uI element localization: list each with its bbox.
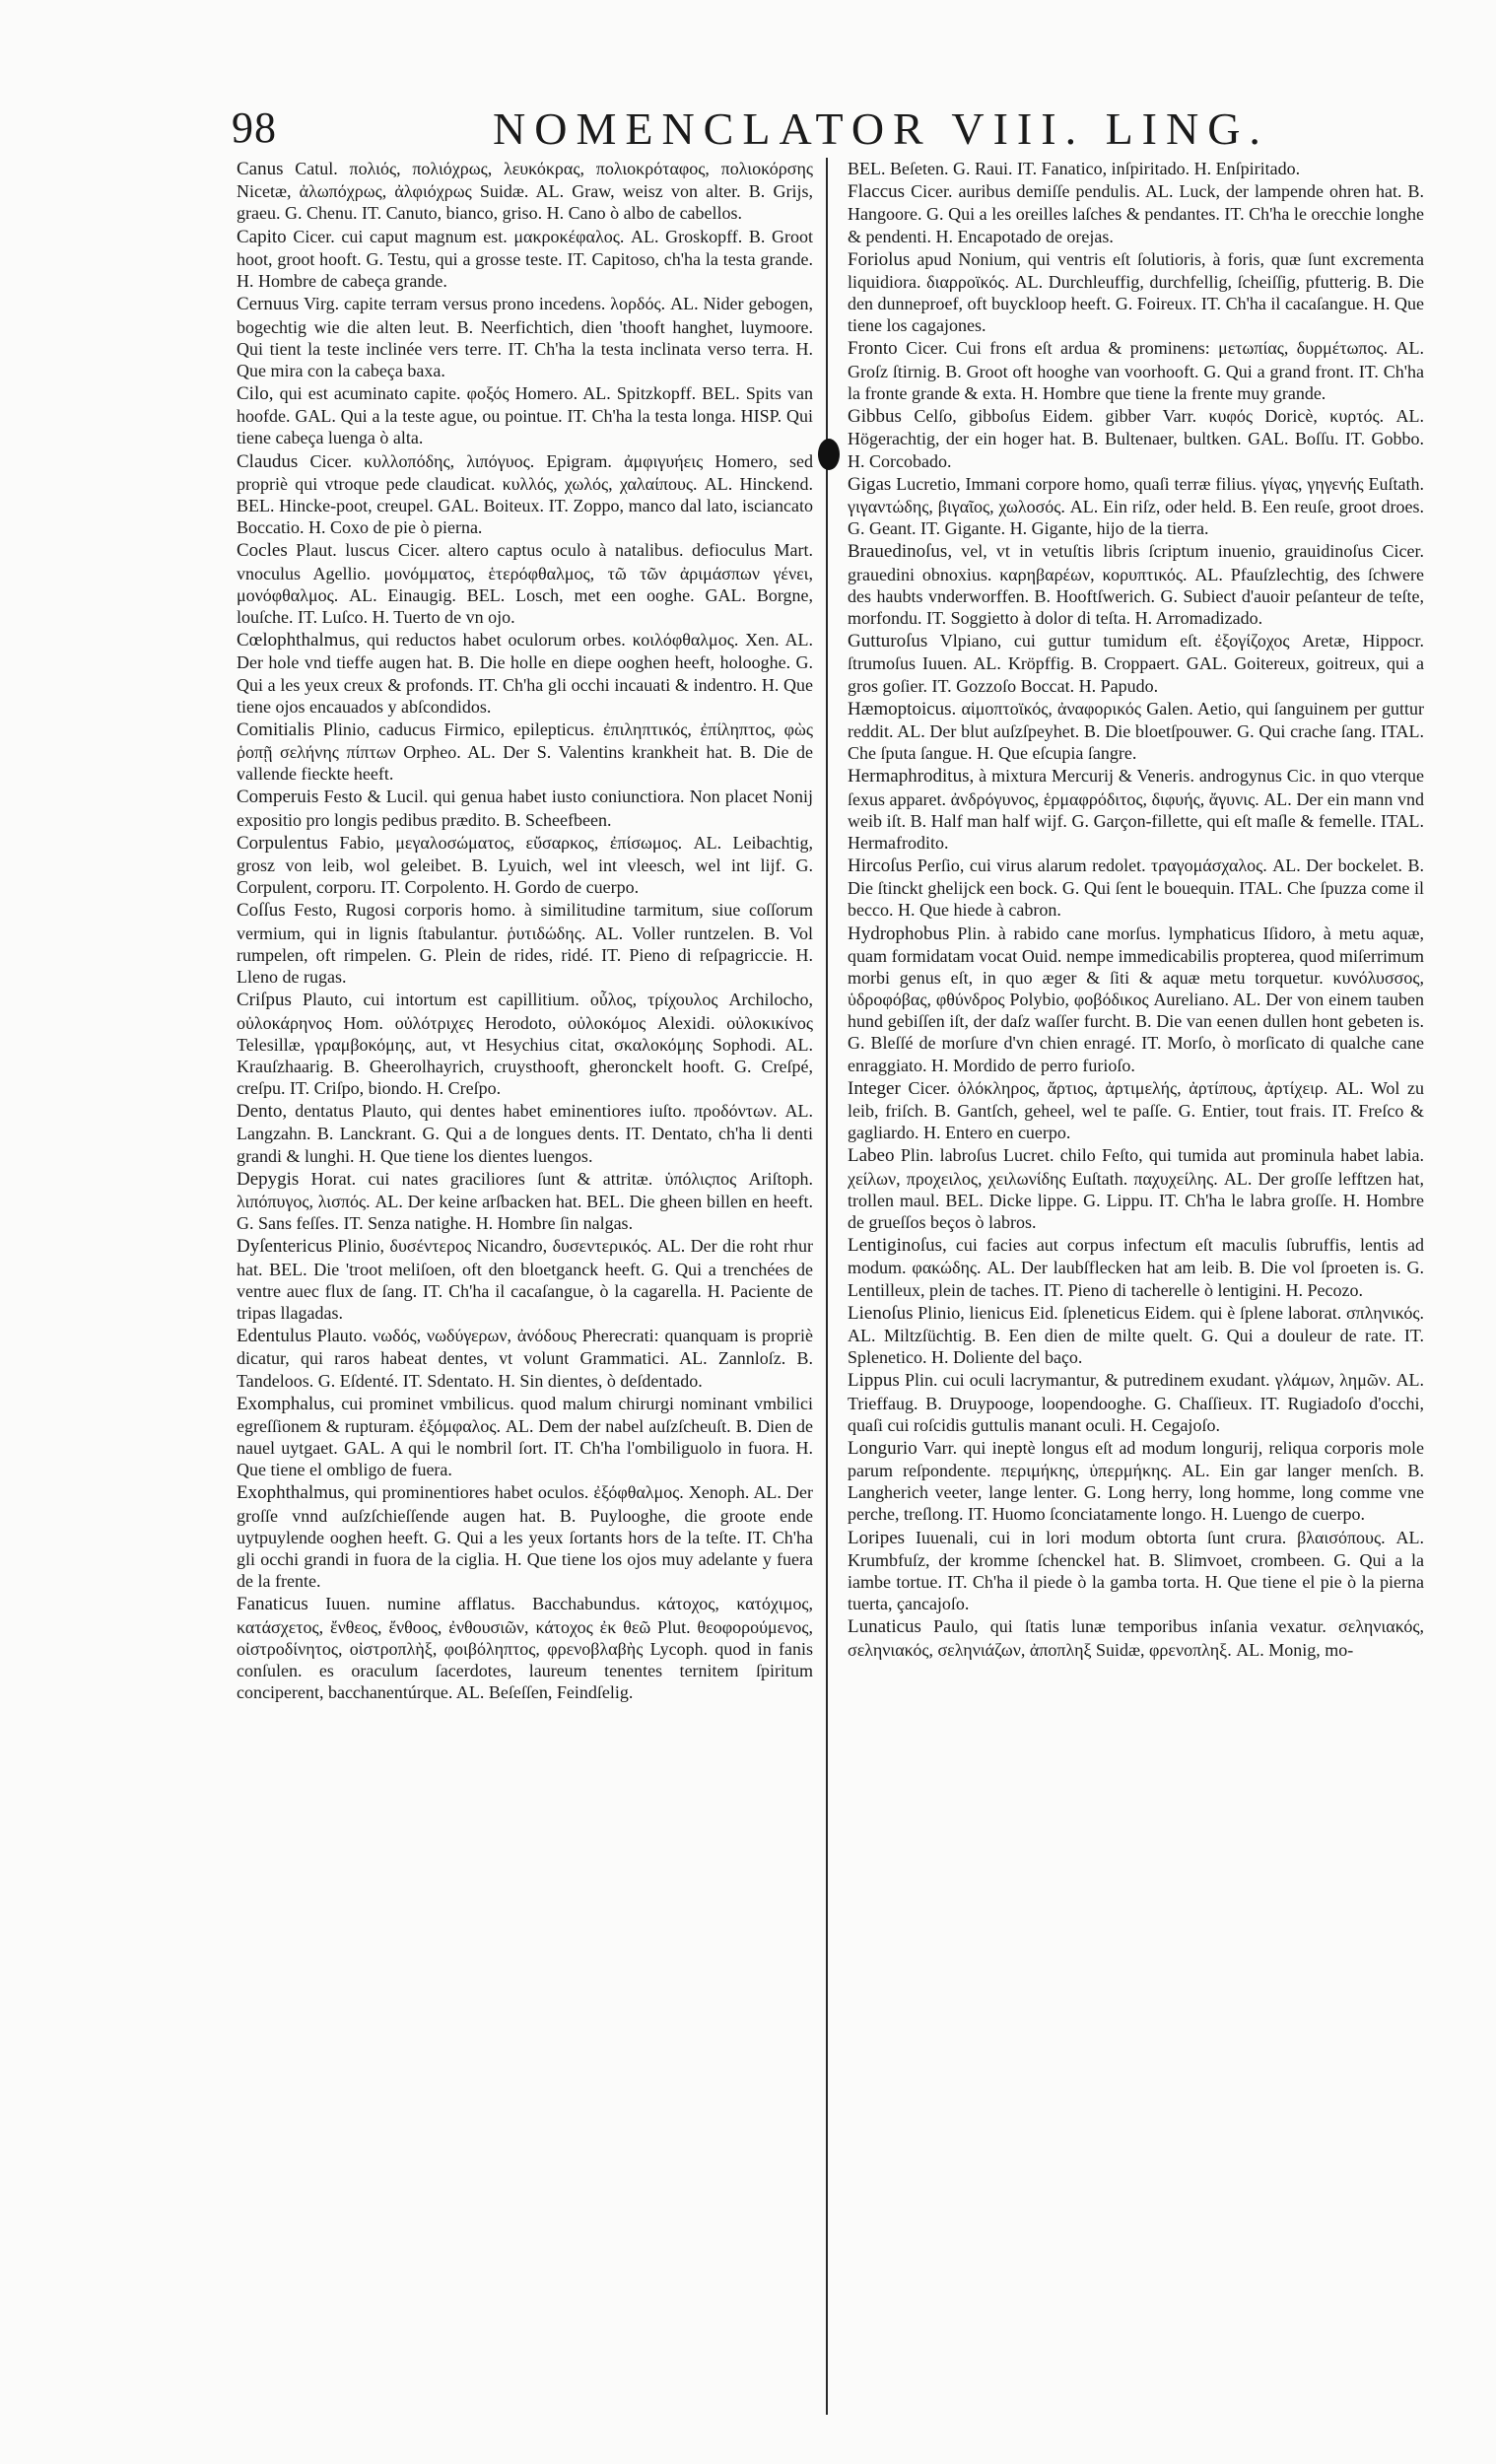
entry-headword: Corpulentus	[237, 832, 328, 854]
ink-blot-mark	[818, 439, 840, 470]
entry-headword: Comperuis	[237, 787, 319, 808]
dictionary-entry	[848, 1527, 1424, 1615]
entry-definition: Horat. cui nates graciliores ſunt & attritæ. ὑπόλιςπος Ariſtoph. λιπόπυγος, λισπός. AL. Der keine arſbacken hat. BEL. Die gheen billen en heeft. G. Sans feſſes. IT. Senza natighe. H. Hombre ſin nalgas.	[237, 1168, 813, 1234]
entry-definition: apud Nonium, qui ventris eſt ſolutioris, à foris, quæ ſunt excrementa liquidiora. διαρροϊκός. AL. Durchleuffig, durchfellig, ſcheiſſig, pfutterig. B. Die den dunneproef, oft buyckloop heeft. G. Foireux. IT. Ch'ha il cacaſangue. H. Que tiene los cagajones.	[848, 248, 1424, 336]
entry-definition: Cicer. Cui frons eſt ardua & prominens: μετωπίας, δυρμέτωπος. AL. Groſz ſtirnig. B. Groot oft hooghe van voorhooft. G. Qui a grand front. IT. Ch'ha la fronte grande & exta. H. Hombre que tiene la frente muy grande.	[848, 338, 1424, 403]
entry-definition: Lucretio, Immani corpore homo, quaſi terræ filius. γίγας, γηγενής Euſtath. γιγαντώδης, βιγαῖος, χωλοσός. AL. Ein riſz, oder held. B. Een reuſe, groot droes. G. Geant. IT. Gigante. H. Gigante, hijo de la tierra.	[848, 473, 1424, 539]
entry-headword: Fanaticus	[237, 1594, 308, 1615]
entry-definition: à mixtura Mercurij & Veneris. androgynus Cic. in quo vterque ſexus apparet. ἀνδρόγυνος, ἑρμαφρόδιτος, διφυής, ἄγυνις. AL. Der ein mann vnd weib iſt. B. Half man half wijf. G. Garçon-fillette, qui eſt maſle & femelle. ITAL. Hermafrodito.	[848, 766, 1424, 853]
right-column	[848, 158, 1424, 2415]
entry-definition: Plaut. luscus Cicer. altero captus oculo à natalibus. defioculus Mart. vnoculus Agellio. μονόμματος, ἑτερόφθαλμος, τῶ τῶν ἀριμάσπων γένει, μονόφθαλμος. AL. Einaugig. BEL. Losch, met een ooghe. GAL. Borgne, louſche. IT. Luſco. H. Tuerto de vn ojo.	[237, 540, 813, 627]
entry-definition: Iuuen. numine afflatus. Bacchabundus. κάτοχος, κατόχιμος, κατάσχετος, ἔνθεος, ἔνθοος, ἐνθουσιῶν, κάτοχος ἐκ θεῶ Plut. θεοφορούμενος, οἰστροδίνητος, οἰστροπλὴξ, φοιβόληπτος, φρενοβλαβὴς Lycoph. quod in fanis conſulen. es oraculum ſacerdotes, laureum tenentes ternitem ſpiritum conciperent, bacchanentúrque. AL. Beſeſſen, Feindſelig.	[237, 1594, 813, 1702]
dictionary-entry	[848, 1369, 1424, 1436]
entry-definition: Perſio, cui virus alarum redolet. τραγομάσχαλος. AL. Der bockelet. B. Die ſtinckt ghelijck een bock. G. Qui ſent le bouequin. ITAL. Che ſpuzza come il becco. H. Que hiede à cabron.	[848, 855, 1424, 921]
dictionary-entry	[237, 989, 813, 1099]
entry-headword: Exomphalus,	[237, 1393, 335, 1414]
dictionary-entry	[848, 630, 1424, 697]
entry-headword: Hydrophobus	[848, 923, 950, 944]
dictionary-entry	[237, 1168, 813, 1235]
entry-headword: Labeo	[848, 1145, 895, 1167]
dictionary-entry	[237, 1393, 813, 1481]
dictionary-entry	[848, 698, 1424, 765]
entry-headword: Lippus	[848, 1370, 900, 1392]
entry-definition: Cicer. auribus demiſſe pendulis. AL. Luck, der lampende ohren hat. B. Hangoore. G. Qui a les oreilles laſches & pendantes. IT. Ch'ha le orecchie longhe & pendenti. H. Encapotado de orejas.	[848, 181, 1424, 246]
entry-definition: Catul. πολιός, πολιόχρως, λευκόκρας, πολιοκρόταφος, πολιοκόρσης Nicetæ, ἀλωπόχρως, ἀλφιόχρως Suidæ. AL. Graw, weisz von alter. B. Grijs, graeu. G. Chenu. IT. Canuto, bianco, griso. H. Cano ò albo de cabellos.	[237, 159, 813, 224]
left-column	[237, 158, 813, 2415]
entry-definition: Cicer. cui caput magnum est. μακροκέφαλος. AL. Groskopff. B. Groot hoot, groot hooft. G. Testu, qui a grosse teste. IT. Capitoso, ch'ha la testa grande. H. Hombre de cabeça grande.	[237, 226, 813, 292]
entry-definition: Plin. cui oculi lacrymantur, & putredinem exudant. γλάμων, λημῶν. AL. Trieffaug. B. Druypooge, loopendooghe. G. Chaſſieux. IT. Rugiadoſo d'occhi, quaſi cui roſcidis guttulis manant oculi. H. Cegajoſo.	[848, 1370, 1424, 1435]
dictionary-entry	[237, 1235, 813, 1324]
dictionary-entry	[848, 473, 1424, 540]
dictionary-entry	[237, 719, 813, 786]
column-rule	[826, 158, 828, 2415]
entry-definition: Plinio, caducus Firmico, epilepticus. ἐπιληπτικός, ἐπίληπτος, φὼς ῥοπῇ σελήνης πίπτων Orpheo. AL. Der S. Valentins krankheit hat. B. Die de vallende fieckte heeft.	[237, 719, 813, 785]
entry-headword: Lunaticus	[848, 1616, 921, 1638]
entry-headword: Gutturoſus	[848, 631, 928, 652]
entry-definition: Virg. capite terram versus prono incedens. λορδός. AL. Nider gebogen, bogechtig wie die alten leut. B. Neerfichtich, dien 'thooft hanghet, luymoore. Qui tient la teste inclinée vers terre. IT. Ch'ha la testa inclinata verso terra. H. Que mira con la cabeça baxa.	[237, 294, 813, 380]
entry-definition: cui prominet vmbilicus. quod malum chirurgi nominant vmbilici egreſſionem & rupturam. ἐξόμφαλος. AL. Dem der nabel auſzſcheuſt. B. Dien de nauel uytgaet. GAL. A qui le nombril ſort. IT. Ch'ha l'ombiliguolo in fuora. H. Que tiene el ombligo de fuera.	[237, 1393, 813, 1480]
entry-headword: Gibbus	[848, 406, 902, 428]
dictionary-entry	[237, 1481, 813, 1592]
entry-definition: vel, vt in vetuſtis libris ſcriptum inuenio, grauidinoſus Cicer. grauedini obnoxius. καρηβαρέων, κορυπτικός. AL. Pfauſzlechtig, des ſchwere des haubts vnderworffen. B. Hooftſwerich. G. Subiect d'auoir peſanteur de teſte, morfondu. IT. Soggietto à dolor di teſta. H. Arromadizado.	[848, 541, 1424, 628]
dictionary-entry	[237, 1593, 813, 1703]
dictionary-entry	[237, 226, 813, 293]
dictionary-entry	[848, 1077, 1424, 1144]
entry-definition: Festo & Lucil. qui genua habet iusto coniunctiora. Non placet Nonij expositio pro longis pedibus prædito. B. Scheefbeen.	[237, 787, 813, 830]
entry-headword: Hæmoptoicus.	[848, 698, 957, 719]
entry-headword: Hircoſus	[848, 855, 913, 876]
dictionary-entry	[237, 539, 813, 628]
entry-definition: Plinio, δυσέντερος Nicandro, δυσεντερικός. AL. Der die roht rhur hat. BEL. Die 'troot meliſoen, oft den bloetganck heeft. G. Qui a trenchées de ventre auec flux de ſang. IT. Ch'ha il cacaſangue, ò la cagarella. H. Paciente de tripas llagadas.	[237, 1236, 813, 1323]
entry-headword: Cernuus	[237, 294, 300, 315]
entry-definition: Celſo, gibboſus Eidem. gibber Varr. κυφός Doricè, κυρτός. AL. Högerachtig, der ein hoger hat. B. Bultenaer, bultken. GAL. Boſſu. IT. Gobbo. H. Corcobado.	[848, 406, 1424, 471]
entry-definition: cui facies aut corpus infectum eſt maculis ſubruffis, lentis ad modum. φακώδης. AL. Der laubſflecken hat am leib. B. Die vol ſproeten is. G. Lentilleux, plein de taches. IT. Pieno di tacherelle ò lentigini. H. Pecozo.	[848, 1235, 1424, 1300]
dictionary-entry	[848, 855, 1424, 922]
entry-headword: Cocles	[237, 540, 288, 562]
entry-headword: Flaccus	[848, 181, 906, 203]
entry-definition: dentatus Plauto, qui dentes habet eminentiores iuſto. προδόντων. AL. Langzahn. B. Lanckrant. G. Qui a de longues dents. IT. Dentato, ch'ha li denti grandi & lunghi. H. Que tiene los dientes luengos.	[237, 1101, 813, 1166]
dictionary-entry	[848, 1615, 1424, 1660]
dictionary-entry	[237, 1100, 813, 1167]
running-head: NOMENCLATOR VIII. LING.	[493, 103, 1269, 154]
entry-headword: Fronto	[848, 338, 898, 360]
entry-headword: Loripes	[848, 1527, 906, 1548]
dictionary-entry	[237, 629, 813, 718]
entry-headword: Hermaphroditus,	[848, 766, 975, 787]
entry-definition: Plinio, lienicus Eid. ſpleneticus Eidem. qui è ſplene laborat. σπληνικός. AL. Miltzſüchtig. B. Een dien de milte quelt. G. Qui a douleur de rate. IT. Splenetico. H. Doliente del baço.	[848, 1302, 1424, 1368]
dictionary-entry	[237, 832, 813, 899]
entry-headword: Dento,	[237, 1101, 288, 1123]
dictionary-entry	[848, 1234, 1424, 1301]
entry-headword: Criſpus	[237, 990, 292, 1011]
entry-headword: Dyſentericus	[237, 1236, 333, 1258]
dictionary-entry	[237, 293, 813, 381]
entry-definition: Plin. à rabido cane morſus. lymphaticus Iſidoro, à metu aquæ, quam formidatam vocat Ouid. nempe immedicabilis propterea, quod miſerrimum morbi genus eſt, in quo æger & ſiti & aquæ metu torquetur. κυνόλυσσος, ὑδροφόβας, φθύνδρος Polybio, φοβόδικος Aureliano. AL. Der von einem tauben hund gebiſſen iſt, der daſz waſſer furcht. B. Die van eenen dullen hont gebeten is. G. Bleſſé de morſure d'vn chien enragé. IT. Morſo, ò morſicato di qualche cane enraggiato. H. Mordido de perro furioſo.	[848, 923, 1424, 1075]
entry-headword: Integer	[848, 1077, 901, 1099]
dictionary-entry	[237, 786, 813, 830]
dictionary-entry	[237, 382, 813, 449]
dictionary-entry	[237, 158, 813, 225]
dictionary-entry	[237, 899, 813, 988]
dictionary-entry	[848, 1144, 1424, 1233]
entry-headword: Gigas	[848, 473, 892, 495]
entry-headword: Capito	[237, 226, 287, 247]
dictionary-entry	[237, 450, 813, 539]
dictionary-entry	[848, 765, 1424, 854]
entry-headword: Longurio	[848, 1437, 918, 1459]
entry-headword: Foriolus	[848, 248, 911, 270]
page-number: 98	[232, 103, 277, 152]
entry-headword: Cilo,	[237, 382, 274, 404]
dictionary-entry	[848, 158, 1424, 179]
entry-definition: αἱμοπτοϊκός, ἀναφορικός Galen. Aetio, qui ſanguinem per guttur reddit. AL. Der blut auſzſpeyhet. B. Die bloetſpouwer. G. Qui crache ſang. ITAL. Che ſputa ſangue. H. Que eſcupia ſangre.	[848, 698, 1424, 764]
entry-headword: Lentiginoſus,	[848, 1235, 947, 1257]
entry-definition: Cicer. ὁλόκληρος, ἄρτιος, ἀρτιμελής, ἀρτίπους, ἀρτίχειρ. AL. Wol zu leib, friſch. B. Gantſch, geheel, wel te paſſe. G. Entier, tout frais. IT. Freſco & gagliardo. H. Entero en cuerpo.	[848, 1077, 1424, 1143]
dictionary-entry	[848, 337, 1424, 404]
entry-headword: Cœlophthalmus,	[237, 630, 361, 651]
dictionary-entry	[848, 1437, 1424, 1526]
entry-headword: Edentulus	[237, 1326, 311, 1347]
entry-definition: qui prominentiores habet oculos. ἐξόφθαλμος. Xenoph. AL. Der groſſe vnnd auſzſchieſſende augen hat. B. Puylooghe, die groote ende uytpuylende ooghen heeft. G. Qui a les yeux ſortants hors de la teſte. IT. Ch'ha gli occhi grandi in fuora de la ciglia. H. Que tiene los ojos muy adelante y fuera de la frente.	[237, 1482, 813, 1592]
dictionary-entry	[237, 1325, 813, 1392]
entry-headword: Comitialis	[237, 719, 315, 740]
dictionary-entry	[848, 540, 1424, 629]
dictionary-entry	[848, 180, 1424, 247]
entry-definition: Cicer. κυλλοπόδης, λιπόγυος. Epigram. ἀμφιγυήεις Homero, sed propriè qui vtroque pede claudicat. κυλλός, χωλός, χαλαίπους. AL. Hinckend. BEL. Hincke-poot, creupel. GAL. Boiteux. IT. Zoppo, manco dal lato, isciancato Boccatio. H. Coxo de pie ò pierna.	[237, 450, 813, 538]
entry-definition: Paulo, qui ſtatis lunæ temporibus inſania vexatur. σεληνιακός, σεληνιακός, σεληνιάζων, ἀποπληξ Suidæ, φρενοπληξ. AL. Monig, mo-	[848, 1616, 1424, 1660]
entry-headword: Coſſus	[237, 900, 286, 922]
entry-headword: Brauedinoſus,	[848, 541, 953, 563]
entry-definition: BEL. Beſeten. G. Raui. IT. Fanatico, inſpiritado. H. Enſpiritado.	[848, 159, 1301, 178]
entry-definition: Vlpiano, cui guttur tumidum eſt. ἐξογίζοχος Aretæ, Hippocr. ſtrumoſus Iuuen. AL. Kröpffig. B. Croppaert. GAL. Goitereux, goitreux, qui a gros goſier. IT. Gozzoſo Boccat. H. Papudo.	[848, 631, 1424, 696]
entry-definition: qui reductos habet oculorum orbes. κοιλόφθαλμος. Xen. AL. Der hole vnd tieffe augen hat. B. Die holle en diepe ooghen heeft, holooghe. G. Qui a les yeux creux & profonds. IT. Ch'ha gli occhi incauati & indentro. H. Que tiene ojos encauados y abſcondidos.	[237, 630, 813, 717]
entry-definition: Varr. qui ineptè longus eſt ad modum longurij, reliqua corporis mole parum reſpondente. περιμήκης, ὑπερμήκης. AL. Ein gar langer menſch. B. Langherich veeter, lange lenter. G. Long herry, long homme, long comme vne perche, treſlong. IT. Huomo ſconciatamente longo. H. Luengo de cuerpo.	[848, 1437, 1424, 1525]
entry-definition: Fabio, μεγαλοσώματος, εὔσαρκος, ἐπίσωμος. AL. Leibachtig, grosz von leib, wol geleibet. B. Lyuich, wel int vleesch, wel int lijf. G. Corpulent, corporu. IT. Corpolento. H. Gordo de cuerpo.	[237, 832, 813, 898]
entry-headword: Depygis	[237, 1168, 300, 1190]
entry-headword: Exophthalmus,	[237, 1482, 350, 1504]
dictionary-entry	[848, 405, 1424, 472]
entry-definition: Plauto. νωδός, νωδύγερων, ἀνόδους Pherecrati: quanquam is propriè dicatur, qui raros habeat dentes, vt volunt Grammatici. AL. Zannloſz. B. Tandeloos. G. Eſdenté. IT. Sdentato. H. Sin dientes, ò deſdentado.	[237, 1326, 813, 1391]
entry-definition: qui est acuminato capite. φοξός Homero. AL. Spitzkopff. BEL. Spits van hoofde. GAL. Qui a la teste ague, ou pointue. IT. Ch'ha la testa longa. HISP. Qui tiene cabeça luenga ò alta.	[237, 382, 813, 448]
dictionary-entry	[848, 923, 1424, 1076]
entry-definition: Plauto, cui intortum est capillitium. οὖλος, τρίχουλος Archilocho, οὐλοκάρηνος Hom. οὐλότριχες Herodoto, οὐλοκόμος Alexidi. οὐλοκικίνος Telesillæ, γραμβοκόμης, aut, vt Hesychius citat, σκαλοκόμης Sophodi. AL. Krauſzhaarig. B. Gheerolhayrich, cruysthooft, gheronckelt hooft. G. Creſpé, creſpu. IT. Criſpo, biondo. H. Creſpo.	[237, 990, 813, 1098]
entry-definition: Plin. labroſus Lucret. chilo Feſto, qui tumida aut prominula habet labia. χείλων, προχειλος, χειλωνίδης Euſtath. παχυχείλης. AL. Der groſſe lefftzen hat, trollen maul. BEL. Dicke lippe. G. Lippu. IT. Ch'ha le labra groſſe. H. Hombre de grueſſos beços ò labros.	[848, 1145, 1424, 1232]
entry-definition: Festo, Rugosi corporis homo. à similitudine tarmitum, siue coſſorum vermium, qui in lignis ſtabulantur. ῥυτιδώδης. AL. Voller runtzelen. B. Vol rumpelen, oft rimpelen. G. Plein de rides, ridé. IT. Pieno di reſpagriccie. H. Lleno de rugas.	[237, 900, 813, 988]
dictionary-entry	[848, 248, 1424, 337]
entry-definition: Iuuenali, cui in lori modum obtorta ſunt crura. βλαισόπους. AL. Krumbfuſz, der kromme ſchenckel hat. B. Slimvoet, crombeen. G. Qui a la iambe tortue. IT. Ch'ha il piede ò la gamba torta. H. Que tiene el pie ò la pierna tuerta, çancajoſo.	[848, 1527, 1424, 1614]
entry-headword: Claudus	[237, 450, 299, 472]
entry-headword: Lienoſus	[848, 1302, 914, 1324]
entry-headword: Canus	[237, 159, 284, 179]
dictionary-entry	[848, 1302, 1424, 1369]
